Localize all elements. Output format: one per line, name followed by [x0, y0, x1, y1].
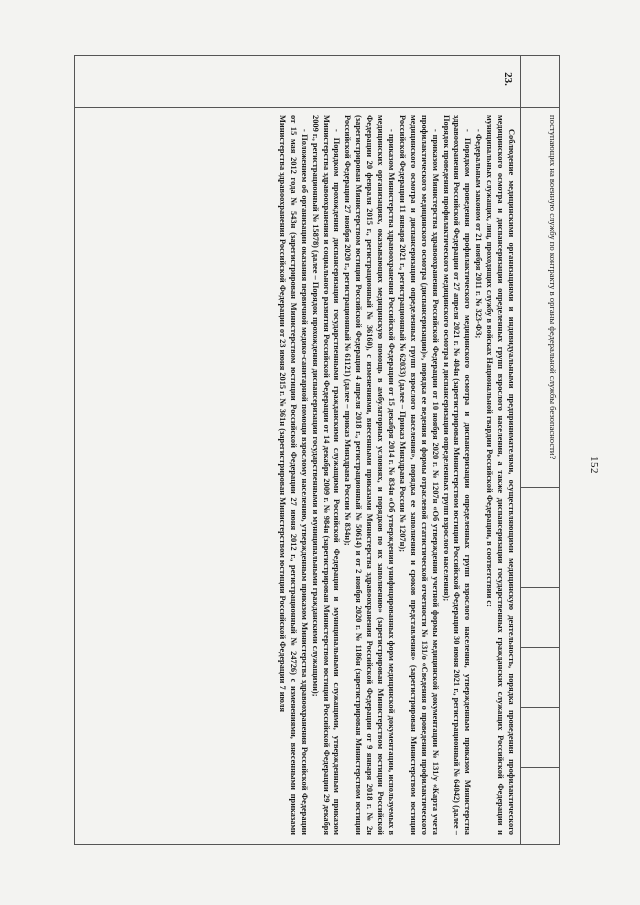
paragraph: - приказом Министерства здравоохранения Российской Федерации от 10 ноября 2020 г. № 1207н «Об утверждении учетной формы медицинской документации № 131/у «Карта учета профилактического медицинского осмотра (диспансеризации)», порядка ее ведения и формы отраслевой статистической отчетности № 131/о «Сведения о проведении профилактического медицинского осмотра и диспансеризации определенных групп взрослого населения», порядка ее заполнения и сроков представления» (зарегистрирован Министерством юстиции Российской Федерации 11 января 2021 г., регистрационный № 62033) (далее – Приказ Минздрава России № 1207н);: [397, 115, 440, 835]
table-column-divider: [520, 767, 560, 768]
paragraph: - Положением об организации оказания первичной медико-санитарной помощи взрослому населению, утвержденным приказом Министерства здравоохранения Российской Федерации от 15 мая 2012 года № 543н (зарегистрирован Министерством юстиции Российской Федерации 27 июня 2012 г., регистрационный № 24726) с изменениями, внесенными приказами Министерства здравоохранения Российской Федерации от 23 июня 2015 г. № 361н (зарегистрирован Министерством юстиции Российской Федерации 7 июля: [277, 115, 309, 835]
paragraph: - Порядком прохождения диспансеризации государственными гражданскими служащими Российской Федерации и муниципальными служащими, утвержденным приказом Министерства здравоохранения и социального развития Российской Федерации от 14 декабря 2009 г. № 984н (зарегистрирован Министерством юстиции Российской Федерации 29 декабря 2009 г., регистрационный № 15878) (далее – Порядок прохождения диспансеризации государственными и муниципальными гражданскими служащими);: [310, 115, 342, 835]
paragraph: Соблюдение медицинскими организациями и индивидуальными предпринимателями, осуществляющими медицинскую деятельность, порядка проведения профилактического медицинского осмотра и диспансеризации определенных групп взрослого населения, а также диспансеризации государственных гражданских служащих Российской Федерации и муниципальных служащих, лиц, проходящих службу в войсках Национальной гвардии Российской Федерации, в соответствии с:: [485, 115, 516, 835]
table-cell-question-continuation: поступающих на военную службу по контракту в органы федеральной службы безопасности?: [548, 115, 558, 460]
page-number: 152: [588, 456, 600, 474]
table-column-divider: [520, 487, 560, 488]
paragraph: - приказом Министерства здравоохранения Российской Федерации от 15 декабря 2014 г. № 834н «Об утверждении унифицированных форм медицинской документации, используемых в медицинских организациях, оказывающих медицинскую помощь в амбулаторных условиях, и порядков по их заполнению» (зарегистрирован Министерством юстиции Российской Федерации 20 февраля 2015 г., регистрационный № 36160), с изменениями, внесенными приказами Министерства здравоохранения Российской Федерации от 9 января 2018 г. № 2н (зарегистрирован Министерством юстиции Российской Федерации 4 апреля 2018 г., регистрационный № 50614) и от 2 ноября 2020 г. № 1186н (зарегистрирован Министерством юстиции Российской Федерации 27 ноября 2020 г., регистрационный № 61121) (далее – приказ Минздрава России № 834н);: [343, 115, 397, 835]
table-column-divider: [520, 587, 560, 588]
paragraph: - Федеральным законом от 21 ноября 2011 г. № 323-ФЗ;: [474, 129, 484, 339]
table-column-divider: [520, 707, 560, 708]
table-cell-question-text: [276, 115, 516, 835]
rotated-table-page: [74, 55, 560, 845]
table-column-divider: [74, 107, 560, 108]
table-column-divider: [520, 647, 560, 648]
paragraph: - Порядком проведения профилактического медицинского осмотра и диспансеризации определенных групп взрослого населения, утвержденным приказом Министерства здравоохранения Российской Федерации от 27 апреля 2021 г. № 404н (зарегистрирован Министерством юстиции Российской Федерации 30 июня 2021 г., регистрационный № 64042) (далее – Порядок проведения профилактического медицинского осмотра и диспансеризации определенных групп взрослого населения);: [441, 115, 473, 835]
table-row-number: 23.: [502, 72, 514, 86]
